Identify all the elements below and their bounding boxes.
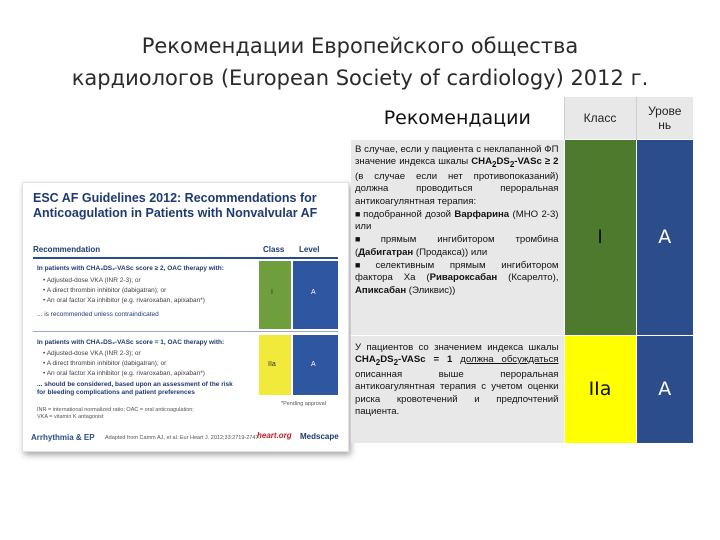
arrhythmia-ep-logo: Arrhythmia & EP [31, 433, 95, 442]
row-1-after-score: (в случае если нет противопоказаний) должна проводиться пероральная антикоагулянтная терапия: [355, 171, 559, 207]
inset-col-level: Level [299, 245, 320, 254]
row-1-bullet-3-mid: (Ксарелто), [497, 272, 559, 284]
row-2-score-sub-2: 2 [393, 357, 399, 367]
inset-abbreviations-2: VKA = vitamin K antagonist [37, 414, 104, 420]
row-1-text [351, 140, 564, 299]
row-2-intro: У пациентов со значением индекса шкалы [355, 341, 559, 353]
row-1-bullet-3-post: (Эликвис)) [406, 284, 456, 296]
row-1-score-cha: CHA [471, 155, 493, 167]
inset-block-2-conclusion-1: ... should be considered, based upon an assessment of the risk [37, 381, 233, 388]
inset-level-a-label-2: A [311, 361, 316, 368]
inset-block-2-bullet-1: • Adjusted-dose VKA (INR 2-3); or [43, 350, 141, 357]
header-level-line-2: нь [658, 117, 672, 132]
row-1-bullet-3-drug-2: Апиксабан [355, 284, 407, 296]
table-row [351, 139, 693, 335]
inset-citation: Adapted from Camm AJ, et al. Eur Heart J. 2012;33:2719-2747. [105, 435, 261, 441]
checkbox-bullet-icon: ■ [355, 260, 374, 271]
inset-block-2-heading: In patients with CHA₂DS₂-VASc score = 1, OAC therapy with: [37, 339, 225, 346]
row-2-score [355, 354, 452, 365]
row-2-score-cha: CHA [355, 353, 376, 365]
medscape-logo: Medscape [300, 432, 339, 441]
inset-col-recommendation: Recommendation [33, 245, 101, 254]
header-recommendations: Рекомендации [351, 97, 564, 139]
inset-header-rule [33, 257, 338, 259]
header-level-line-1: Урове [648, 103, 682, 118]
row-1-level: A [636, 139, 693, 335]
recommendations-table [351, 97, 693, 443]
inset-col-class: Class [263, 245, 285, 254]
header-level [636, 97, 693, 139]
inset-block-1-bullet-1: • Adjusted-dose VKA (INR 2-3); or [43, 277, 141, 284]
guideline-inset-image [22, 182, 349, 452]
row-2-recommendation [351, 335, 564, 443]
inset-level-a-label-1: A [311, 289, 316, 296]
inset-block-2-bullet-2: • A direct thrombin inhibitor (dabigatran); or [43, 360, 167, 367]
checkbox-bullet-icon: ■ [355, 234, 379, 245]
row-1-intro: В случае, если у пациента с неклапанной ФП значение индекса шкалы [355, 143, 559, 167]
inset-class-i-label: I [271, 289, 273, 296]
inset-block-2-conclusion-2: for bleeding complications and patient preferences [37, 389, 195, 396]
row-1-bullet-2-pre: прямым ингибитором тромбина ( [355, 234, 559, 258]
inset-block-1-bullet-3: • An oral factor Xa inhibitor (e.g. rivaroxaban, apixaban*) [43, 297, 205, 304]
inset-title-line-2: Anticoagulation in Patients with Nonvalvular AF [33, 206, 318, 220]
inset-title [33, 191, 343, 221]
inset-class-i-cell [259, 261, 291, 329]
inset-title-line-1: ESC AF Guidelines 2012: Recommendations for [33, 191, 317, 205]
row-2-underlined: должна обсуждаться [460, 353, 559, 365]
row-1-bullet-1-pre: подобранной дозой [363, 208, 455, 220]
row-1-recommendation [351, 139, 564, 335]
row-1-bullet-3-drug-1: Ривароксабан [429, 272, 498, 284]
inset-block-1-bullet-2: • A direct thrombin inhibitor (dabigatran); or [43, 287, 167, 294]
inset-class-iia-label: IIa [268, 361, 276, 368]
row-2-score-sub-1: 2 [375, 357, 381, 367]
row-2-text [351, 336, 564, 421]
row-2-score-ds: DS [380, 353, 394, 365]
row-1-bullet-1-post: (МНО 2-3) или [355, 208, 559, 233]
inset-block-2-bullet-3: • An oral factor Xa inhibitor (e.g. rivaroxaban, apixaban*) [43, 370, 205, 377]
row-1-bullet-1-drug: Варфарина [454, 208, 510, 220]
row-2-after: описанная выше пероральная антикоагулянтная терапия с учетом оценки риска кровотечений и предпочтений пациента. [355, 369, 559, 417]
row-1-bullet-2-post: (Продакса)) или [413, 246, 488, 258]
inset-block-1-conclusion: ... is recommended unless contraindicated [37, 311, 159, 318]
inset-abbreviations-1: INR = international normalized ratio; OAC = oral anticoagulation; [37, 407, 194, 413]
row-1-score-ds: DS [496, 155, 510, 167]
row-1-score-sub-1: 2 [492, 159, 497, 169]
row-1-score [471, 156, 558, 167]
checkbox-bullet-icon: ■ [355, 208, 362, 219]
inset-divider [33, 331, 338, 332]
inset-footnote: *Pending approval [281, 401, 326, 407]
header-class: Класс [564, 97, 636, 139]
heart-org-logo: heart.org [257, 431, 292, 440]
row-2-class: IIa [564, 335, 636, 443]
row-1-bullet-3-pre: селективным прямым ингибитором фактора Ха ( [355, 260, 559, 284]
row-1-score-sub-2: 2 [509, 159, 515, 169]
slide-title [20, 30, 700, 94]
row-1-bullet-2-drug: Дабигатран [358, 246, 414, 258]
table-row [351, 335, 693, 443]
table-header-row [351, 97, 693, 139]
row-2-score-tail: -VASc = 1 [398, 353, 453, 365]
row-1-score-tail: -VASc ≥ 2 [514, 155, 559, 167]
row-2-level: A [636, 335, 693, 443]
slide-title-line-2: кардиологов (European Society of cardiology) 2012 г. [71, 66, 649, 90]
inset-block-1-heading: In patients with CHA₂DS₂-VASc score ≥ 2, OAC therapy with: [37, 265, 224, 272]
row-1-class: I [564, 139, 636, 335]
slide-title-line-1: Рекомендации Европейского общества [141, 34, 579, 58]
